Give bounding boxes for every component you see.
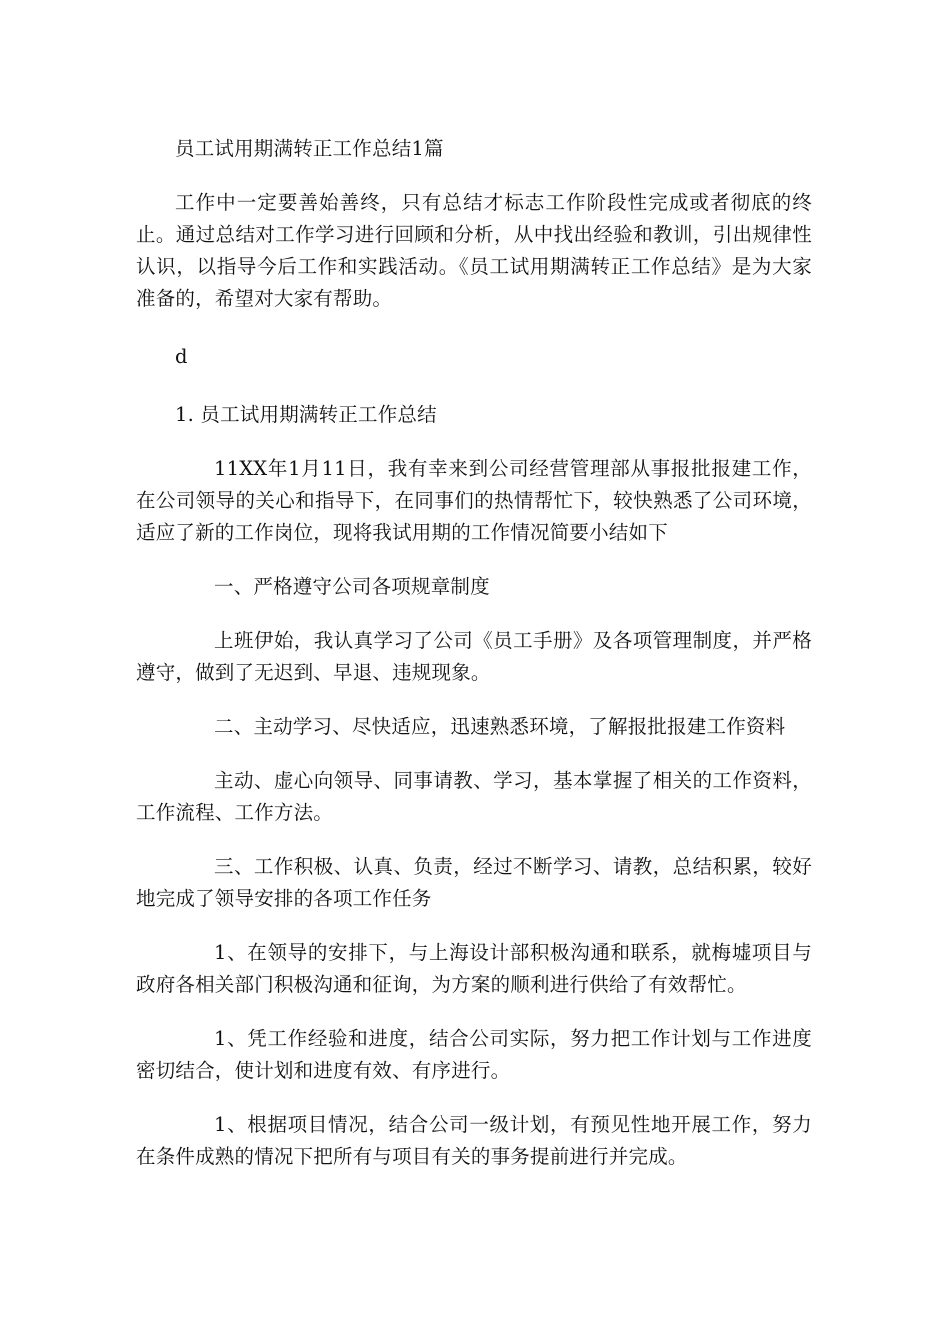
- heading-one: 一、严格遵守公司各项规章制度: [214, 575, 490, 598]
- marker-text: d: [175, 345, 188, 368]
- paragraph-two: 主动、虚心向领导、同事请教、学习，基本掌握了相关的工作资料，工作流程、工作方法。: [136, 769, 812, 824]
- heading-two: 二、主动学习、尽快适应，迅速熟悉环境，了解报批报建工作资料: [214, 715, 786, 738]
- opening-paragraph: 11XX年1月11日，我有幸来到公司经营管理部从事报批报建工作，在公司领导的关心和指导下，在同事们的热情帮忙下，较快熟悉了公司环境，适应了新的工作岗位，现将我试用期的工作情况简要小结如下: [136, 457, 812, 544]
- section-heading: 1. 员工试用期满转正工作总结: [175, 403, 437, 426]
- list-item: 1、根据项目情况，结合公司一级计划，有预见性地开展工作，努力在条件成熟的情况下把所有与项目有关的事务提前进行并完成。: [136, 1113, 812, 1168]
- list-item: 1、在领导的安排下，与上海设计部积极沟通和联系，就梅墟项目与政府各相关部门积极沟通和征询，为方案的顺利进行供给了有效帮忙。: [136, 941, 812, 996]
- list-item: 1、凭工作经验和进度，结合公司实际，努力把工作计划与工作进度密切结合，使计划和进度有效、有序进行。: [136, 1027, 812, 1082]
- paragraph-one: 上班伊始，我认真学习了公司《员工手册》及各项管理制度，并严格遵守，做到了无迟到、早退、违规现象。: [136, 629, 812, 684]
- heading-three: 三、工作积极、认真、负责，经过不断学习、请教，总结积累，较好地完成了领导安排的各项工作任务: [136, 855, 812, 910]
- document-title: 员工试用期满转正工作总结1篇: [175, 137, 444, 160]
- intro-paragraph: 工作中一定要善始善终，只有总结才标志工作阶段性完成或者彻底的终止。通过总结对工作学习进行回顾和分析，从中找出经验和教训，引出规律性认识，以指导今后工作和实践活动。《员工试用期满转正工作总结》是为大家准备的，希望对大家有帮助。: [136, 191, 812, 310]
- document-body: [136, 133, 812, 1173]
